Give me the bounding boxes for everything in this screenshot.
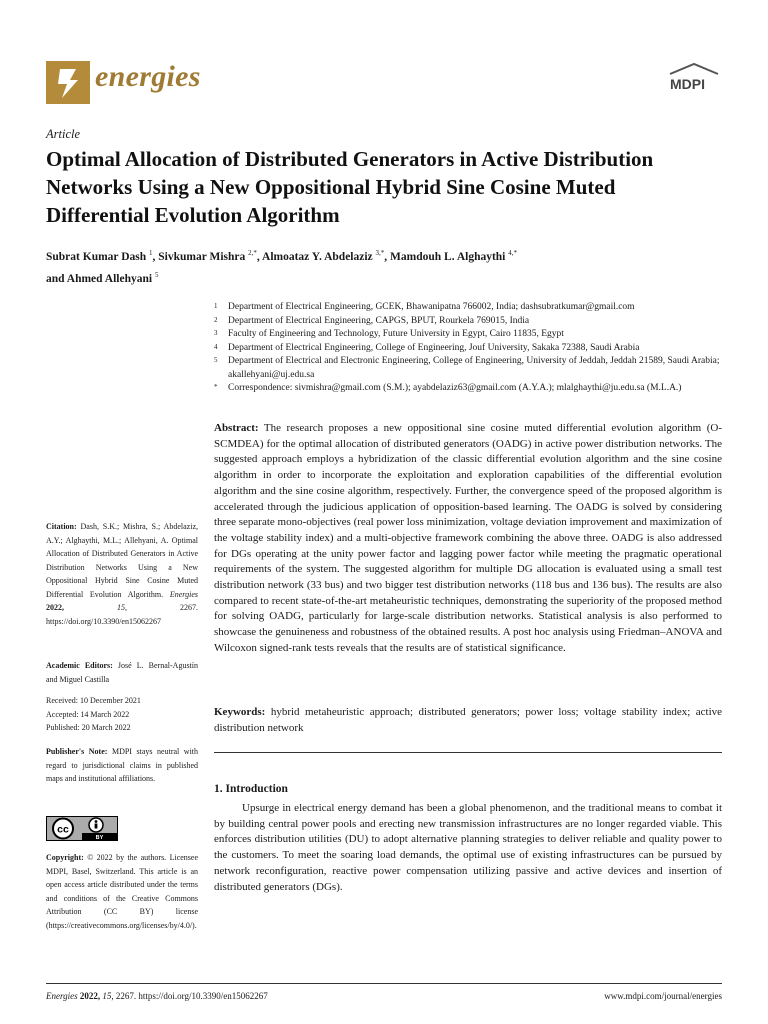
accepted-date: Accepted: 14 March 2022 xyxy=(46,709,130,719)
author-affil-marker: 5 xyxy=(154,270,159,279)
publisher-logo[interactable] xyxy=(666,62,722,94)
journal-logo-icon xyxy=(46,61,90,104)
affiliation-number: 1 xyxy=(214,302,218,310)
abstract-text: The research proposes a new oppositional sine cosine muted differential evolution algorithm (O-SCMDEA) for the optimal allocation of distributed generators (OADG) in active power distribution networks. The suggested approach employs a hybridization of the classic differential evolution algorithm and the sine cosine algorithm in order to incorporate the exploitation and exploration capabilities of the differential evolution algorithm and the sine cosine algorithm, respectively. Further, the convergence speed of the proposed algorithm is accelerated through the judicious application of opposition-based learning. The OADG is solved by considering three separate mono-objectives (real power loss minimization, voltage deviation improvement and maximization of the voltage stability index) and a multi-objective framework combining the above three. OADG is also addressed for DGs operating at the unity power factor and lagging power factor while meeting the pragmatic operational requirements of the system. The suggested algorithm for multiple DG allocation is evaluated using a small test distribution network (33 bus) and two bigger test distribution networks (118 bus and 136 bus). The results are also compared to recent state-of-the-art metaheuristic techniques, demonstrating the superiority of the proposed method for solving OADG, particularly for large-scale distribution networks. Statistical analysis is also performed to showcase the genuineness and robustness of the obtained results. A post hoc analysis using Friedman–ANOVA and Wilcoxon signed-rank tests reveals that the results are of statistical significance. xyxy=(214,422,722,654)
affiliation-text: Department of Electrical Engineering, GCEK, Bhawanipatna 766002, India; dashsubratkumar@gmail.com xyxy=(228,302,635,312)
affiliation-item xyxy=(214,315,724,329)
affiliation-text: Department of Electrical Engineering, CAPGS, BPUT, Rourkela 769015, India xyxy=(228,315,530,326)
author-name[interactable]: Subrat Kumar Dash xyxy=(46,250,147,263)
article-type: Article xyxy=(46,127,81,141)
section-divider xyxy=(214,752,722,753)
copyright-text: © 2022 by the authors. Licensee MDPI, Basel, Switzerland. This article is an open access article distributed under the terms and conditions of the Creative Commons Attribution (CC BY) license (https://creativecommons.org/licenses/by/4.0/). xyxy=(46,853,199,930)
academic-editors xyxy=(46,659,198,686)
correspondence-item xyxy=(214,382,724,396)
footer-year: 2022, xyxy=(79,991,101,1001)
editors-text: José L. Bernal-Agustín and Miguel Castilla xyxy=(46,661,198,684)
affiliation-text: Department of Electrical and Electronic Engineering, College of Engineering, University of Jeddah, Jeddah 21589, Saudi Arabia; akallehyani@uj.edu.sa xyxy=(228,356,720,380)
author-name[interactable]: and Ahmed Allehyani xyxy=(46,272,153,285)
publisher-name: MDPI xyxy=(670,76,705,92)
citation-block xyxy=(46,520,198,628)
paper-title: Optimal Allocation of Distributed Generators in Active Distribution Networks Using a New Oppositional Hybrid Sine Cosine Muted Differential Evolution Algorithm xyxy=(46,147,654,227)
affiliation-number: * xyxy=(214,383,218,391)
author-list: Subrat Kumar Dash $^1$, Sivkumar Mishra $^{2,*}$, Almoataz Y. Abdelaziz $^{3,*}$, Mamdouh L. Alghaythi $^{4,*}$ and Ahmed Allehyani $^5$ xyxy=(46,249,518,285)
citation-volume: 15, xyxy=(117,603,127,612)
author-affil-marker: 1 xyxy=(149,249,153,257)
cc-by-label: BY xyxy=(95,835,104,841)
keywords xyxy=(214,705,722,736)
author-affil-marker: 4,* xyxy=(508,249,518,257)
abstract-label: Abstract: xyxy=(214,422,259,434)
author-affil-marker: 3,* xyxy=(375,249,385,257)
affiliation-number: 5 xyxy=(214,356,218,364)
keywords-label: Keywords: xyxy=(214,706,266,718)
pubnote-label: Publisher's Note: xyxy=(46,747,108,756)
footer-journal-url[interactable]: www.mdpi.com/journal/energies xyxy=(604,991,722,1001)
pubnote-text: MDPI stays neutral with regard to jurisdictional claims in published maps and institutional affiliations. xyxy=(46,747,199,783)
abstract xyxy=(214,421,722,657)
citation-text: Dash, S.K.; Mishra, S.; Abdelaziz, A.Y.; Alghaythi, M.L.; Allehyani, A. Optimal Allocation of Distributed Generators in Active Distribution Networks Using a New Oppositional Hybrid Sine Cosine Muted Differential Evolution Algorithm. xyxy=(46,522,198,599)
journal-name[interactable]: energies xyxy=(95,60,201,93)
affiliation-item xyxy=(214,328,724,342)
copyright-notice xyxy=(46,851,198,932)
author-name[interactable]: Mamdouh L. Alghaythi xyxy=(390,250,506,263)
published-date: Published: 20 March 2022 xyxy=(46,723,131,732)
author-name[interactable]: Almoataz Y. Abdelaziz xyxy=(262,250,373,263)
footer-volume: 15, xyxy=(102,991,114,1001)
received-date: Received: 10 December 2021 xyxy=(46,696,141,705)
intro-paragraph: Upsurge in electrical energy demand has been a global phenomenon, and the traditional means to combat it by building central power pools and erecting new transmission infrastructures are no longer regarded viable. This enforces distribution utilities (DU) to adopt alternative planning strategies to deliver reliable and quality power to the customers. To meet the soaring load demands, the optimal use of existing infrastructures can be pursued by network reconfiguration, reactive power compensation utilizing passive and active devices and insertion of distributed generators (DGs). xyxy=(214,802,722,893)
editors-label: Academic Editors: xyxy=(46,661,113,670)
citation-doi-link[interactable]: 2267. https://doi.org/10.3390/en15062267 xyxy=(46,603,198,626)
publisher-note xyxy=(46,745,198,786)
author-affil-marker: 2,* xyxy=(248,249,257,257)
affiliation-list xyxy=(214,301,724,396)
footer-citation xyxy=(46,991,268,1001)
copyright-label: Copyright: xyxy=(46,853,84,862)
cc-label: cc xyxy=(57,823,69,836)
cc-by-license-icon[interactable] xyxy=(46,816,118,841)
affiliation-item xyxy=(214,355,724,382)
publication-dates xyxy=(46,694,198,735)
author-name[interactable]: Sivkumar Mishra xyxy=(158,250,246,263)
affiliation-item xyxy=(214,301,724,315)
correspondence-text[interactable]: Correspondence: sivmishra@gmail.com (S.M.); ayabdelaziz63@gmail.com (A.Y.A.); mlalghaythi@ju.edu.sa (M.L.A.) xyxy=(228,383,682,393)
keywords-text: hybrid metaheuristic approach; distributed generators; power loss; voltage stability index; active distribution network xyxy=(214,706,723,734)
footer-doi-link[interactable]: 2267. https://doi.org/10.3390/en15062267 xyxy=(115,991,268,1001)
citation-year: 2022, xyxy=(46,603,64,612)
affiliation-item xyxy=(214,342,724,356)
citation-journal: Energies xyxy=(169,589,198,599)
footer-journal: Energies xyxy=(46,991,78,1001)
affiliation-text: Department of Electrical Engineering, College of Engineering, Jouf University, Sakaka 72388, Saudi Arabia xyxy=(228,342,640,353)
citation-label: Citation: xyxy=(46,522,77,531)
section-heading: 1. Introduction xyxy=(214,783,288,795)
affiliation-text: Faculty of Engineering and Technology, Future University in Egypt, Cairo 11835, Egypt xyxy=(228,329,564,339)
footer-divider xyxy=(46,983,722,984)
affiliation-number: 3 xyxy=(214,329,218,337)
affiliation-number: 2 xyxy=(214,315,218,324)
affiliation-number: 4 xyxy=(214,342,218,351)
